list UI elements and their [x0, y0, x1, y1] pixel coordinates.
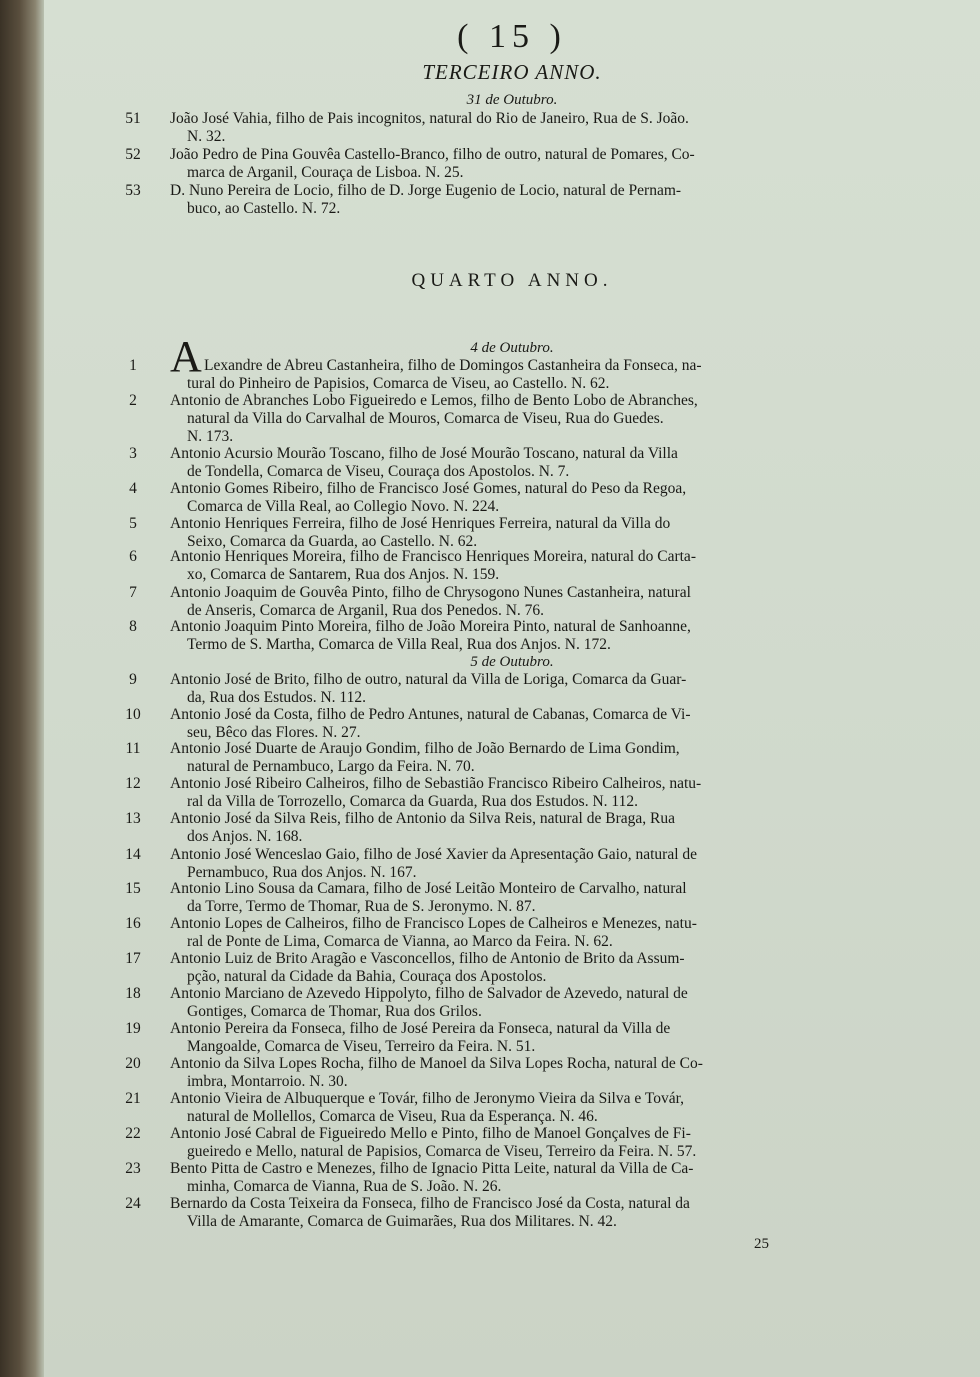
entry-number: 18 — [125, 985, 141, 1002]
entry-line: João Pedro de Pina Gouvêa Castello-Branco, filho de outro, natural de Pomares, Co- — [170, 146, 695, 163]
entry-line: pção, natural da Cidade da Bahia, Couraça dos Apostolos. — [187, 968, 547, 985]
entry-line: da, Rua dos Estudos. N. 112. — [187, 689, 366, 706]
book-gutter — [0, 0, 44, 1377]
entry-line: Antonio Joaquim Pinto Moreira, filho de João Moreira Pinto, natural de Sanhoanne, — [170, 618, 691, 635]
entry-line: Antonio José Cabral de Figueiredo Mello e Pinto, filho de Manoel Gonçalves de Fi- — [170, 1125, 691, 1142]
entry-line: Lexandre de Abreu Castanheira, filho de Domingos Castanheira da Fonseca, na- — [204, 357, 702, 374]
section-title-terceiro-anno: TERCEIRO ANNO. — [422, 60, 602, 84]
entry-line: de Tondella, Comarca de Viseu, Couraça dos Apostolos. N. 7. — [187, 463, 570, 480]
entry-line: xo, Comarca de Santarem, Rua dos Anjos. N. 159. — [187, 566, 500, 583]
entry-number: 3 — [129, 445, 137, 462]
entry-number: 17 — [125, 950, 141, 967]
date-31-outubro: 31 de Outubro. — [466, 92, 558, 108]
entry-line: Antonio Henriques Ferreira, filho de José Henriques Ferreira, natural da Villa do — [170, 515, 671, 532]
entry-line: tural do Pinheiro de Papisios, Comarca de Viseu, ao Castello. N. 62. — [187, 375, 610, 392]
entry-line: N. 32. — [187, 128, 226, 145]
entry-line: Antonio da Silva Lopes Rocha, filho de Manoel da Silva Lopes Rocha, natural de Co- — [170, 1055, 703, 1072]
entry-number: 14 — [125, 846, 141, 863]
entry-line: gueiredo e Mello, natural de Papisios, Comarca de Viseu, Terreiro da Feira. N. 57. — [187, 1143, 697, 1160]
entry-line: Bento Pitta de Castro e Menezes, filho de Ignacio Pitta Leite, natural da Villa de Ca- — [170, 1160, 694, 1177]
entry-line: Bernardo da Costa Teixeira da Fonseca, filho de Francisco José da Costa, natural da — [170, 1195, 690, 1212]
entry-line: Antonio Marciano de Azevedo Hippolyto, filho de Salvador de Azevedo, natural de — [170, 985, 688, 1002]
entry-line: Mangoalde, Comarca de Viseu, Terreiro da Feira. N. 51. — [187, 1038, 536, 1055]
entry-line: N. 173. — [187, 428, 234, 445]
entry-line: Antonio José Duarte de Araujo Gondim, filho de João Bernardo de Lima Gondim, — [170, 740, 680, 757]
entry-line: Antonio Acursio Mourão Toscano, filho de José Mourão Toscano, natural da Villa — [170, 445, 678, 462]
entry-number: 9 — [129, 671, 137, 688]
entry-line: Seixo, Comarca da Guarda, ao Castello. N. 62. — [187, 533, 478, 550]
entry-line: natural de Pernambuco, Largo da Feira. N. 70. — [187, 758, 475, 775]
entry-line: ral de Ponte de Lima, Comarca de Vianna, ao Marco da Feira. N. 62. — [187, 933, 613, 950]
entry-number: 11 — [125, 740, 141, 757]
entry-line: Antonio José de Brito, filho de outro, natural da Villa de Loriga, Comarca da Guar- — [170, 671, 687, 688]
entry-number: 12 — [125, 775, 141, 792]
entry-line: Antonio Joaquim de Gouvêa Pinto, filho de Chrysogono Nunes Castanheira, natural — [170, 584, 691, 601]
entry-number: 16 — [125, 915, 141, 932]
entry-line: Antonio Gomes Ribeiro, filho de Francisco José Gomes, natural do Peso da Regoa, — [170, 480, 687, 497]
section-title-quarto-anno: QUARTO ANNO. — [411, 270, 613, 291]
entry-line: ral da Villa de Torrozello, Comarca da Guarda, Rua dos Estudos. N. 112. — [187, 793, 638, 810]
entry-line: buco, ao Castello. N. 72. — [187, 200, 341, 217]
entry-number: 20 — [125, 1055, 141, 1072]
entry-line: Gontiges, Comarca de Thomar, Rua dos Grilos. — [187, 1003, 482, 1020]
entry-line: Antonio José da Silva Reis, filho de Antonio da Silva Reis, natural de Braga, Rua — [170, 810, 675, 827]
date-4-outubro: 4 de Outubro. — [470, 340, 554, 356]
entry-number: 8 — [129, 618, 137, 635]
entry-number: 52 — [125, 146, 141, 163]
entry-number: 5 — [129, 515, 137, 532]
entry-line: Antonio Vieira de Albuquerque e Továr, filho de Jeronymo Vieira da Silva e Továr, — [170, 1090, 684, 1107]
entry-line: Antonio José da Costa, filho de Pedro Antunes, natural de Cabanas, Comarca de Vi- — [170, 706, 691, 723]
entry-line: seu, Bêco das Flores. N. 27. — [187, 724, 361, 741]
entry-number: 13 — [125, 810, 141, 827]
entry-number: 15 — [125, 880, 141, 897]
entry-line: Antonio Lino Sousa da Camara, filho de José Leitão Monteiro de Carvalho, natural — [170, 880, 687, 897]
entry-line: João José Vahia, filho de Pais incognitos, natural do Rio de Janeiro, Rua de S. João. — [170, 110, 689, 127]
entry-number: 4 — [129, 480, 137, 497]
entry-line: Antonio de Abranches Lobo Figueiredo e Lemos, filho de Bento Lobo de Abranches, — [170, 392, 698, 409]
page-number: ( 15 ) — [457, 18, 567, 55]
date-5-outubro: 5 de Outubro. — [470, 654, 554, 670]
entry-line: Pernambuco, Rua dos Anjos. N. 167. — [187, 864, 417, 881]
entry-number: 21 — [125, 1090, 141, 1107]
entry-line: da Torre, Termo de Thomar, Rua de S. Jeronymo. N. 87. — [187, 898, 536, 915]
entry-line: imbra, Montarroio. N. 30. — [187, 1073, 348, 1090]
entry-number: 7 — [129, 584, 137, 601]
entry-line: de Anseris, Comarca de Arganil, Rua dos Penedos. N. 76. — [187, 602, 545, 619]
entry-line: marca de Arganil, Couraça de Lisboa. N. 25. — [187, 164, 464, 181]
entry-line: Antonio Henriques Moreira, filho de Francisco Henriques Moreira, natural do Carta- — [170, 548, 696, 565]
entry-number: 2 — [129, 392, 137, 409]
entry-number: 19 — [125, 1020, 141, 1037]
entry-line: Villa de Amarante, Comarca de Guimarães, Rua dos Militares. N. 42. — [187, 1213, 617, 1230]
entry-number: 24 — [125, 1195, 141, 1212]
entry-number: 23 — [125, 1160, 141, 1177]
entry-line: Antonio Pereira da Fonseca, filho de José Pereira da Fonseca, natural da Villa de — [170, 1020, 671, 1037]
entry-number: 10 — [125, 706, 141, 723]
entry-line: Antonio José Ribeiro Calheiros, filho de Sebastião Francisco Ribeiro Calheiros, natu- — [170, 775, 702, 792]
entry-line: Termo de S. Martha, Comarca de Villa Real, Rua dos Anjos. N. 172. — [187, 636, 611, 653]
entry-number: 1 — [129, 357, 137, 374]
entry-number: 51 — [125, 110, 141, 127]
entry-line: Antonio José Wenceslao Gaio, filho de José Xavier da Apresentação Gaio, natural de — [170, 846, 698, 863]
catchword: 25 — [754, 1236, 769, 1252]
entry-line: D. Nuno Pereira de Locio, filho de D. Jorge Eugenio de Locio, natural de Pernam- — [170, 182, 682, 199]
entry-number: 6 — [129, 548, 137, 565]
entry-number: 22 — [125, 1125, 141, 1142]
entry-line: natural da Villa do Carvalhal de Mouros, Comarca de Viseu, Rua do Guedes. — [187, 410, 664, 427]
entry-line: Antonio Luiz de Brito Aragão e Vasconcellos, filho de Antonio de Brito da Assum- — [170, 950, 685, 967]
drop-cap: A — [170, 332, 202, 381]
entry-line: Antonio Lopes de Calheiros, filho de Francisco Lopes de Calheiros e Menezes, natu- — [170, 915, 697, 932]
entry-number: 53 — [125, 182, 141, 199]
entry-line: dos Anjos. N. 168. — [187, 828, 303, 845]
entry-line: minha, Comarca de Vianna, Rua de S. João. N. 26. — [187, 1178, 502, 1195]
entry-line: Comarca de Villa Real, ao Collegio Novo. N. 224. — [187, 498, 500, 515]
book-page — [44, 0, 980, 1377]
entry-line: natural de Mollellos, Comarca de Viseu, Rua da Esperança. N. 46. — [187, 1108, 598, 1125]
